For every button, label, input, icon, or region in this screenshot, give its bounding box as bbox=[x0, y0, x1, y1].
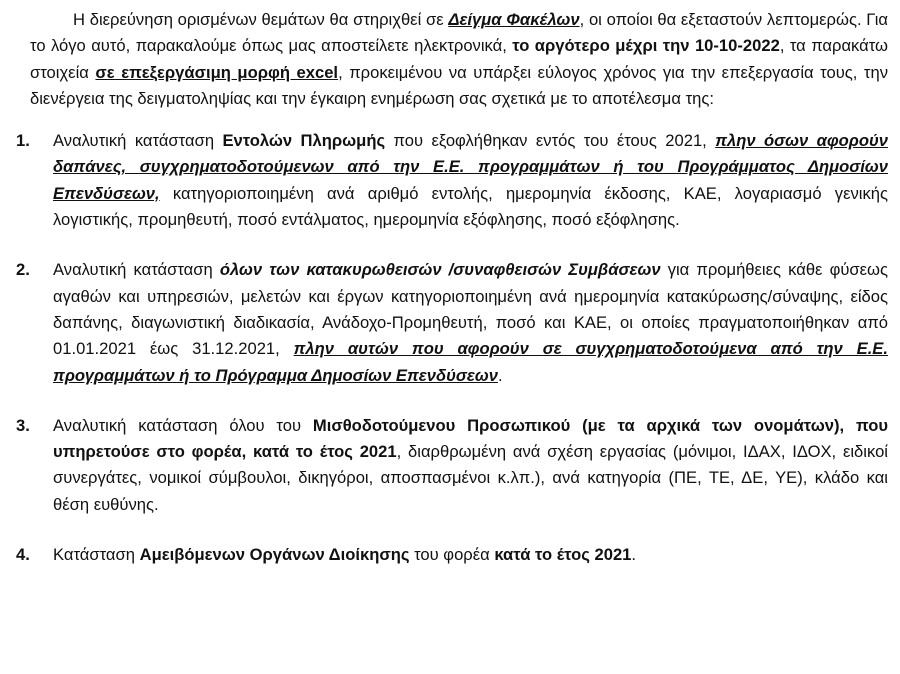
item-text: του φορέα bbox=[409, 545, 495, 565]
item-text: Αναλυτική κατάσταση όλου του bbox=[53, 415, 313, 435]
item-text: Αναλυτική κατάσταση bbox=[53, 260, 220, 280]
intro-text-2: , οι οποίοι θα εξεταστούν λεπτομερώς. Για το λόγο αυτό, παρακαλούμε όπως μας αποστείλετε ηλεκτρονικά, bbox=[30, 10, 888, 56]
item-text: Αναλυτική κατάσταση bbox=[53, 131, 223, 151]
item-emphasis: Αμειβόμενων Οργάνων Διοίκησης bbox=[139, 545, 410, 565]
item-number: 2. bbox=[16, 260, 30, 280]
item-text: . bbox=[631, 545, 637, 565]
item-text: . bbox=[497, 365, 503, 385]
deadline-emphasis: το αργότερο μέχρι την 10-10-2022 bbox=[512, 36, 780, 56]
item-number: 4. bbox=[16, 545, 30, 565]
item-text: για προμήθειες κάθε φύσεως αγαθών και υπηρεσιών, μελετών και έργων κατηγοριοποιημένη ανά ημερομηνία κατακύρωσης/σύναψης, είδος δαπάνης, διαγωνιστική διαδικασία, Ανάδοχο-Προμηθευτή, ποσό και ΚΑΕ, οι οποίες πραγματοποιήθηκαν από 01.01.2021 έως 31.12.2021, bbox=[53, 260, 888, 359]
item-emphasis: Εντολών Πληρωμής bbox=[222, 131, 386, 151]
item-text: , διαρθρωμένη ανά σχέση εργασίας (μόνιμοι, ΙΔΑΧ, ΙΔΟΧ, ειδικοί συνεργάτες, νομικοί σύμβουλοι, δικηγόροι, αποσπασμένοι κ.λπ.), ανά κατηγορία (ΠΕ, ΤΕ, ΔΕ, ΥΕ), κλάδο και θέση ευθύνης. bbox=[53, 442, 888, 514]
list-item-1 bbox=[16, 128, 888, 233]
intro-text-4: , προκειμένου να υπάρξει εύλογος χρόνος για την επεξεργασία τους, την διενέργεια της δειγματοληψίας και την έγκαιρη ενημέρωση σας σχετικά με το αποτέλεσμα της: bbox=[30, 62, 889, 108]
item-emphasis: Μισθοδοτούμενου Προσωπικού (με τα αρχικά των ονομάτων), που υπηρετούσε στο φορέα, κατά το έτος 2021 bbox=[53, 415, 888, 462]
item-text: Κατάσταση bbox=[53, 545, 140, 565]
list-item-3 bbox=[16, 413, 888, 518]
list-item-2 bbox=[16, 257, 888, 388]
list-item-4 bbox=[16, 542, 888, 568]
item-text: που εξοφλήθηκαν εντός του έτους 2021, bbox=[385, 131, 716, 151]
intro-paragraph bbox=[30, 7, 888, 112]
excel-format-emphasis: σε επεξεργάσιμη μορφή excel bbox=[95, 62, 339, 82]
intro-text-1: Η διερεύνηση ορισμένων θεμάτων θα στηριχθεί σε bbox=[73, 10, 449, 29]
item-text: κατηγοριοποιημένη ανά αριθμό εντολής, ημερομηνία έκδοσης, ΚΑΕ, λογαριασμό γενικής λογιστικής, προμηθευτή, ποσό εντάλματος, ημερομηνία εξόφλησης, ποσό εξόφλησης. bbox=[53, 183, 888, 230]
item-emphasis: κατά το έτος 2021 bbox=[494, 545, 632, 565]
item-exclusion-emphasis: πλην όσων αφορούν δαπάνες, συγχρηματοδοτούμενων από την Ε.Ε. προγραμμάτων ή του Προγράμματος Δημοσίων Επενδύσεων, bbox=[53, 131, 888, 203]
sample-files-emphasis: Δείγμα Φακέλων bbox=[448, 10, 580, 29]
item-number: 1. bbox=[16, 131, 30, 151]
item-number: 3. bbox=[16, 415, 30, 435]
item-exclusion-emphasis: πλην αυτών που αφορούν σε συγχρηματοδοτούμενα από την Ε.Ε. προγραμμάτων ή το Πρόγραμμα Δημοσίων Επενδύσεων bbox=[53, 339, 888, 385]
intro-text-3: , τα παρακάτω στοιχεία bbox=[30, 36, 889, 82]
item-emphasis: όλων των κατακυρωθεισών /συναφθεισών Συμβάσεων bbox=[219, 260, 661, 280]
